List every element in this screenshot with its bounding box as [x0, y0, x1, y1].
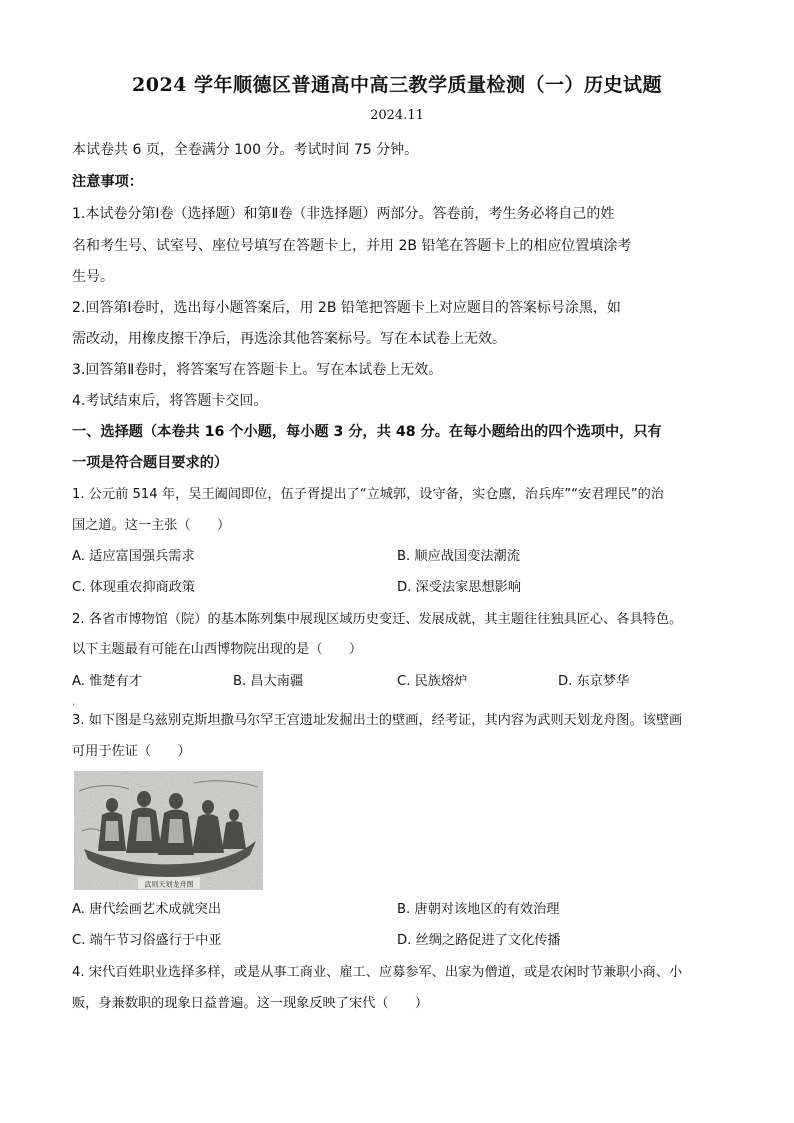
q1-option-c: C. 体现重农抑商政策	[72, 580, 196, 595]
notice-item-1c: 生号。	[72, 269, 114, 285]
q3-option-d: D. 丝绸之路促进了文化传播	[397, 933, 561, 948]
q1-option-a: A. 适应富国强兵需求	[72, 549, 195, 564]
intro-text: 本试卷共 6 页，全卷满分 100 分。考试时间 75 分钟。	[72, 142, 419, 158]
notice-item-4: 4.考试结束后，将答题卡交回。	[72, 393, 268, 409]
question-1-stem-b: 国之道。这一主张（ ）	[72, 518, 231, 533]
question-4-stem-b: 贩，身兼数职的现象日益普遍。这一现象反映了宋代（ ）	[72, 996, 429, 1011]
notice-heading: 注意事项：	[72, 174, 143, 190]
notice-item-2a: 2.回答第Ⅰ卷时，选出每小题答案后，用 2B 铅笔把答题卡上对应题目的答案标号涂黑，如	[72, 300, 621, 316]
q3-option-a: A. 唐代绘画艺术成就突出	[72, 902, 222, 917]
mural-picture	[74, 771, 263, 890]
notice-item-1a: 1.本试卷分第Ⅰ卷（选择题）和第Ⅱ卷（非选择题）两部分。答卷前，考生务必将自己的姓	[72, 206, 615, 222]
section-heading-a: 一、选择题（本卷共 16 个小题，每小题 3 分，共 48 分。在每小题给出的四个选项中，只有	[72, 424, 662, 440]
stray-mark: ·	[72, 700, 76, 711]
page-title: 2024 学年顺德区普通高中高三教学质量检测（一）历史试题	[132, 74, 662, 96]
q3-option-c: C. 端午节习俗盛行于中亚	[72, 933, 222, 948]
q2-option-d: D. 东京梦华	[558, 674, 630, 689]
question-3-stem-b: 可用于佐证（ ）	[72, 744, 191, 759]
q2-option-b: B. 昌大南疆	[233, 674, 304, 689]
mural-caption: 武则天划龙舟图	[144, 880, 194, 889]
q3-option-b: B. 唐朝对该地区的有效治理	[397, 902, 560, 917]
q2-option-c: C. 民族熔炉	[397, 674, 468, 689]
q1-option-b: B. 顺应战国变法潮流	[397, 549, 520, 564]
notice-item-3: 3.回答第Ⅱ卷时，将答案写在答题卡上。写在本试卷上无效。	[72, 362, 443, 378]
section-heading-b: 一项是符合题目要求的）	[72, 455, 229, 471]
mural-image	[74, 771, 263, 890]
q2-option-a: A. 惟楚有才	[72, 674, 142, 689]
notice-item-2b: 需改动，用橡皮擦干净后，再选涂其他答案标号。写在本试卷上无效。	[72, 331, 506, 347]
question-3-stem-a: 3. 如下图是乌兹别克斯坦撒马尔罕王宫遗址发掘出土的壁画，经考证，其内容为武则天划龙舟图。该壁画	[72, 713, 683, 728]
question-2-stem-b: 以下主题最有可能在山西博物院出现的是（ ）	[72, 642, 363, 657]
question-4-stem-a: 4. 宋代百姓职业选择多样，或是从事工商业、雇工、应募参军、出家为僧道，或是农闲时节兼职小商、小	[72, 965, 683, 980]
notice-item-1b: 名和考生号、试室号、座位号填写在答题卡上，并用 2B 铅笔在答题卡上的相应位置填涂考	[72, 238, 632, 254]
question-2-stem-a: 2. 各省市博物馆（院）的基本陈列集中展现区域历史变迁、发展成就，其主题往往独具匠心、各具特色。	[72, 612, 683, 627]
exam-date: 2024.11	[370, 108, 424, 123]
q1-option-d: D. 深受法家思想影响	[397, 580, 522, 595]
question-1-stem-a: 1. 公元前 514 年，吴王阖闾即位，伍子胥提出了“立城郭，设守备，实仓廪，治兵库”“安君理民”的治	[72, 487, 664, 502]
